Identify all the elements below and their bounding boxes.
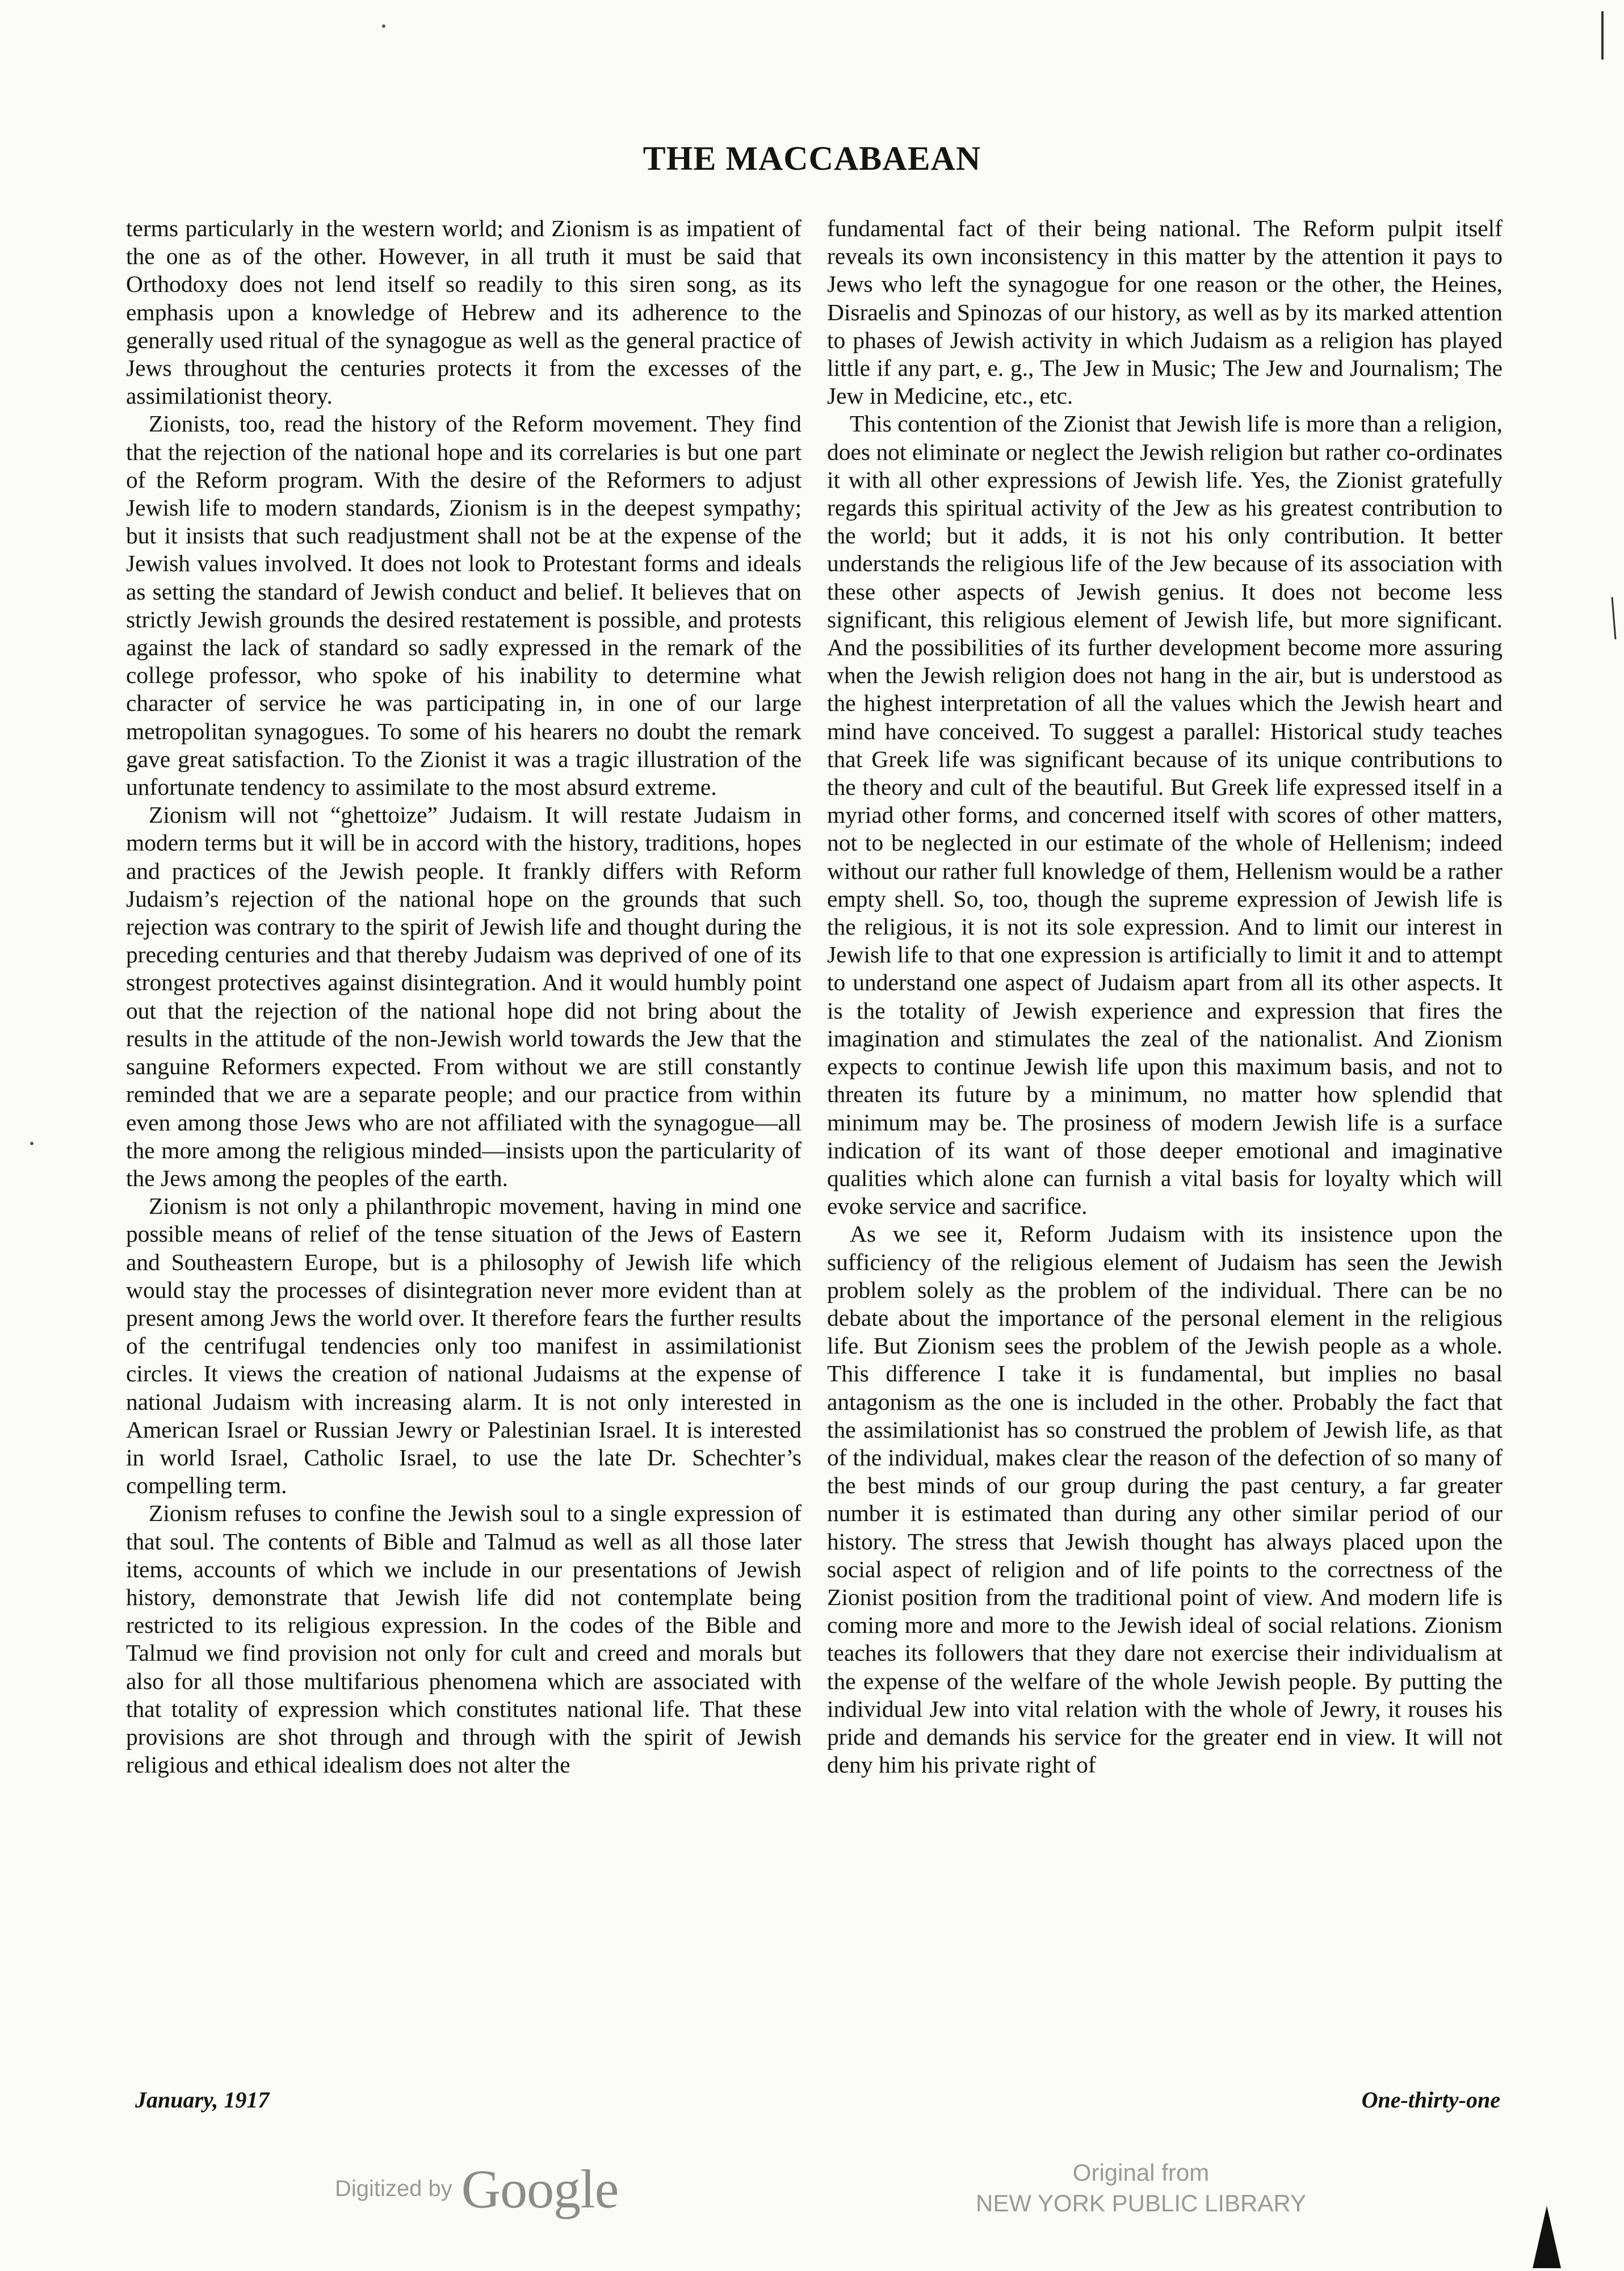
paragraph: Zionism is not only a philanthropic movement, having in mind one possible means of relief of the tense situation of the Jews of Eastern and Southeastern Europe, but is a philosophy of Jewish life which would stay the processes of disintegration never more evident than at present among Jews the world over. It therefore fears the further results of the centrifugal tendencies only too manifest in assimilationist circles. It views the creation of national Judaisms at the expense of national Judaism with increasing alarm. It is not only interested in American Israel or Russian Jewry or Palestinian Israel. It is interested in world Israel, Catholic Israel, to use the late Dr. Schechter’s compelling term. bbox=[126, 1193, 801, 1499]
original-from-label: Original from bbox=[1072, 2159, 1210, 2186]
scan-edge-mark bbox=[1610, 596, 1618, 642]
footer-date: January, 1917 bbox=[135, 2087, 270, 2113]
library-name: NEW YORK PUBLIC LIBRARY bbox=[976, 2190, 1306, 2216]
scan-dot-mark bbox=[380, 23, 387, 30]
paragraph: This contention of the Zionist that Jewish life is more than a religion, does not eliminate or neglect the Jewish religion but rather co-ordinates it with all other expressions of Jewish life. Yes, the Zionist gratefully regards this spiritual activity of the Jew as his greatest contribution to the world; but it adds, it is not his only contribution. It better understands the religious life of the Jew because of its association with these other aspects of Jewish genius. It does not become less significant, this religious element of Jewish life, but more significant. And the possibilities of its further development become more assuring when the Jewish religion does not hang in the air, but is understood as the highest interpretation of all the values which the Jewish heart and mind have conceived. To suggest a parallel: Historical study teaches that Greek life was significant because of its unique contributions to the theory and cult of the beautiful. But Greek life expressed itself in a myriad other forms, and concerned itself with scores of other matters, not to be neglected in our estimate of the whole of Hellenism; indeed without our rather full knowledge of them, Hellenism would be a rather empty shell. So, too, though the supreme expression of Jewish life is the religious, it is not its sole expression. And to limit our interest in Jewish life to that one expression is artificially to limit it and to attempt to understand one aspect of Judaism apart from all its other aspects. It is the totality of Jewish experience and expression that fires the imagination and stimulates the zeal of the nationalist. And Zionism expects to continue Jewish life upon this maximum basis, and not to threaten its future by a minimum, no matter how splendid that minimum may be. The prosiness of modern Jewish life is a surface indication of its want of those deeper emotional and imaginative qualities which alone can furnish a vital basis for loyalty which will evoke service and sacrifice. bbox=[827, 410, 1503, 1220]
right-column bbox=[827, 215, 1503, 2091]
google-logo: Google bbox=[461, 2158, 619, 2219]
left-column bbox=[126, 215, 801, 2091]
digitized-by-label: Digitized by bbox=[335, 2176, 452, 2201]
paragraph: Zionists, too, read the history of the Reform movement. They find that the rejection of the national hope and its correlaries is but one part of the Reform program. With the desire of the Reformers to adjust Jewish life to modern standards, Zionism is in the deepest sympathy; but it insists that such readjustment shall not be at the expense of the Jewish values involved. It does not look to Protestant forms and ideals as setting the standard of Jewish conduct and belief. It believes that on strictly Jewish grounds the desired restatement is possible, and protests against the lack of standard so sadly expressed in the remark of the college professor, who spoke of his inability to determine what character of service he was participating in, in one of our large metropolitan synagogues. To some of his hearers no doubt the remark gave great satisfaction. To the Zionist it was a tragic illustration of the unfortunate tendency to assimilate to the most absurd extreme. bbox=[126, 410, 801, 801]
paragraph: terms particularly in the western world; and Zionism is as impatient of the one as of the other. However, in all truth it must be said that Orthodoxy does not lend itself so readily to this siren song, as its emphasis upon a knowledge of Hebrew and its adherence to the generally used ritual of the synagogue as well as the general practice of Jews throughout the centuries protects it from the excesses of the assimilationist theory. bbox=[126, 215, 801, 409]
paragraph: fundamental fact of their being national. The Reform pulpit itself reveals its own inconsistency in this matter by the attention it pays to Jews who left the synagogue for one reason or the other, the Heines, Disraelis and Spinozas of our history, as well as by its marked attention to phases of Jewish activity in which Judaism as a religion has played little if any part, e. g., The Jew in Music; The Jew and Journalism; The Jew in Medicine, etc., etc. bbox=[827, 215, 1503, 409]
library-watermark bbox=[965, 2157, 1317, 2219]
scan-edge-mark bbox=[1598, 11, 1609, 62]
digitized-by-watermark bbox=[335, 2158, 619, 2219]
page-title: THE MACCABAEAN bbox=[643, 140, 981, 177]
scan-dot-mark bbox=[28, 1140, 35, 1147]
scan-corner-mark bbox=[1527, 2206, 1567, 2268]
paragraph: Zionism will not “ghettoize” Judaism. It will restate Judaism in modern terms but it will be in accord with the history, traditions, hopes and practices of the Jewish people. It frankly differs with Reform Judaism’s rejection of the national hope on the grounds that such rejection was contrary to the spirit of Jewish life and thought during the preceding centuries and that thereby Judaism was deprived of one of its strongest protectives against disintegration. And it would humbly point out that the rejection of the national hope did not bring about the results in the attitude of the non-Jewish world towards the Jew that the sanguine Reformers expected. From without we are still constantly reminded that we are a separate people; and our practice from within even among those Jews who are not affiliated with the synagogue—all the more among the religious minded—insists upon the particularity of the Jews among the peoples of the earth. bbox=[126, 802, 801, 1191]
paragraph: As we see it, Reform Judaism with its insistence upon the sufficiency of the religious element of Judaism has seen the Jewish problem solely as the problem of the individual. There can be no debate about the importance of the personal element in the religious life. But Zionism sees the problem of the Jewish people as a whole. This difference I take it is fundamental, but implies no basal antagonism as the one is included in the other. Probably the fact that the assimilationist has so construed the problem of Jewish life, as that of the individual, makes clear the reason of the defection of so many of the best minds of our group during the past century, a far greater number it is estimated than during any other similar period of our history. The stress that Jewish thought has always placed upon the social aspect of religion and of life points to the correctness of the Zionist position from the traditional point of view. And modern life is coming more and more to the Jewish ideal of social relations. Zionism teaches its followers that they dare not exercise their individualism at the expense of the welfare of the whole Jewish people. By putting the individual Jew into vital relation with the whole of Jewry, it rouses his pride and demands his service for the greater end in view. It will not deny him his private right of bbox=[827, 1221, 1503, 1778]
footer-page-number: One-thirty-one bbox=[1361, 2087, 1500, 2113]
paragraph: Zionism refuses to confine the Jewish soul to a single expression of that soul. The contents of Bible and Talmud as well as all those later items, accounts of which we include in our presentations of Jewish history, demonstrate that Jewish life did not contemplate being restricted to its religious expression. In the codes of the Bible and Talmud we find provision not only for cult and creed and morals but also for all those multifarious phenomena which are associated with that totality of expression which constitutes national life. That these provisions are shot through and through with the spirit of Jewish religious and ethical idealism does not alter the bbox=[126, 1500, 801, 1778]
